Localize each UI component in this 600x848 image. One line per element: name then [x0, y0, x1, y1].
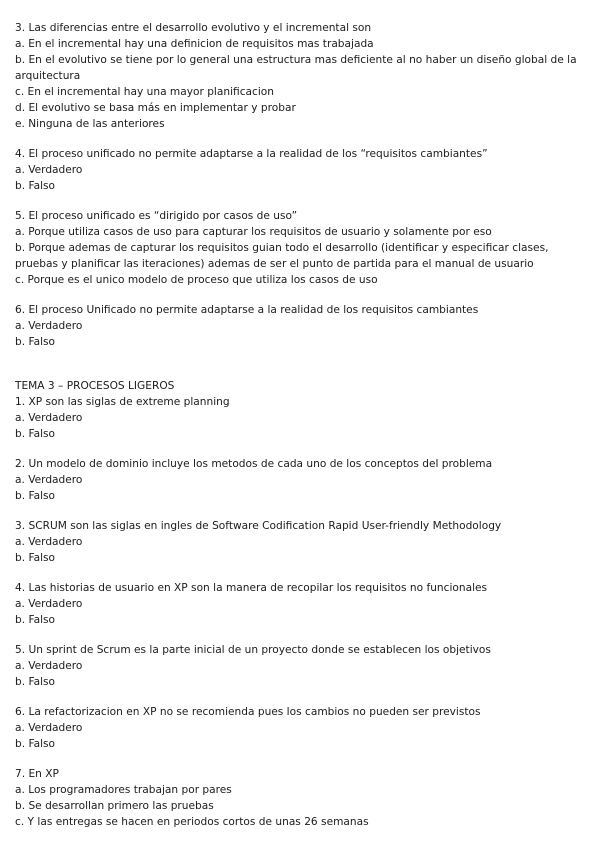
question-block [15, 20, 585, 132]
answer-option: a. Verdadero [15, 722, 83, 734]
question-block [15, 456, 585, 504]
answer-option: b. Falso [15, 738, 56, 750]
answer-option: b. Falso [15, 676, 56, 688]
answer-option: c. En el incremental hay una mayor planificacion [15, 86, 274, 98]
answer-option: a. Verdadero [15, 412, 83, 424]
answer-option: a. Verdadero [15, 660, 83, 672]
question-block [15, 208, 585, 288]
question-block [15, 704, 585, 752]
question-block [15, 766, 585, 830]
question-text: 4. El proceso unificado no permite adaptarse a la realidad de los “requisitos cambiantes” [15, 148, 488, 160]
question-text: 4. Las historias de usuario en XP son la manera de recopilar los requisitos no funcionales [15, 582, 488, 594]
question-text: 5. El proceso unificado es “dirigido por casos de uso” [15, 210, 298, 222]
question-text: 1. XP son las siglas de extreme planning [15, 396, 230, 408]
answer-option: a. Verdadero [15, 164, 83, 176]
answer-option: c. Porque es el unico modelo de proceso que utiliza los casos de uso [15, 274, 378, 286]
answer-option: a. Porque utiliza casos de uso para capturar los requisitos de usuario y solamente por eso [15, 226, 492, 238]
question-block [15, 146, 585, 194]
answer-option: b. Falso [15, 614, 56, 626]
answer-option: b. Falso [15, 336, 56, 348]
answer-option: a. Los programadores trabajan por pares [15, 784, 232, 796]
answer-option: a. Verdadero [15, 598, 83, 610]
question-block [15, 580, 585, 628]
section-heading: TEMA 3 – PROCESOS LIGEROS [15, 380, 175, 392]
answer-option: a. En el incremental hay una definicion de requisitos mas trabajada [15, 38, 374, 50]
answer-option: a. Verdadero [15, 320, 83, 332]
answer-option: b. En el evolutivo se tiene por lo general una estructura mas deficiente al no haber un diseño global de la arquitectura [15, 54, 577, 82]
answer-option: b. Se desarrollan primero las pruebas [15, 800, 214, 812]
answer-option: b. Falso [15, 490, 56, 502]
question-text: 3. SCRUM son las siglas en ingles de Software Codification Rapid User-friendly Methodology [15, 520, 502, 532]
question-text: 6. La refactorizacion en XP no se recomienda pues los cambios no pueden ser previstos [15, 706, 481, 718]
answer-option: a. Verdadero [15, 536, 83, 548]
answer-option: a. Verdadero [15, 474, 83, 486]
question-text: 5. Un sprint de Scrum es la parte inicial de un proyecto donde se establecen los objetivos [15, 644, 491, 656]
question-block [15, 642, 585, 690]
section-tema3 [15, 378, 585, 830]
answer-option: d. El evolutivo se basa más en implementar y probar [15, 102, 296, 114]
document-page [15, 20, 585, 830]
question-text: 3. Las diferencias entre el desarrollo evolutivo y el incremental son [15, 22, 372, 34]
answer-option: e. Ninguna de las anteriores [15, 118, 165, 130]
answer-option: b. Porque ademas de capturar los requisitos guian todo el desarrollo (identificar y especificar clases, pruebas y planificar las iteraciones) ademas de ser el punto de partida para el manual de usuario [15, 242, 549, 270]
answer-option: c. Y las entregas se hacen en periodos cortos de unas 26 semanas [15, 816, 369, 828]
answer-option: b. Falso [15, 428, 56, 440]
answer-option: b. Falso [15, 552, 56, 564]
question-block [15, 394, 585, 442]
question-text: 2. Un modelo de dominio incluye los metodos de cada uno de los conceptos del problema [15, 458, 493, 470]
question-text: 6. El proceso Unificado no permite adaptarse a la realidad de los requisitos cambiantes [15, 304, 479, 316]
question-block [15, 518, 585, 566]
question-block [15, 302, 585, 350]
answer-option: b. Falso [15, 180, 56, 192]
question-text: 7. En XP [15, 768, 59, 780]
